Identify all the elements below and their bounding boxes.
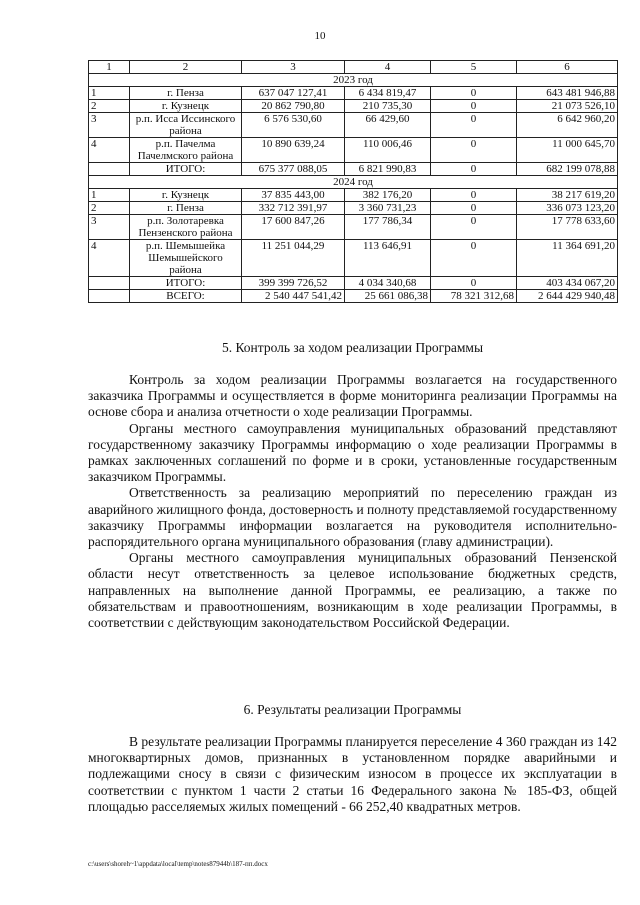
municipality: р.п. Исса Иссинского района [130, 113, 242, 138]
section-5-body [88, 372, 617, 631]
value-col5: 0 [431, 189, 517, 202]
section-results [88, 702, 617, 718]
paragraph: В результате реализации Программы планируется переселение 4 360 граждан из 142 многоквартирных домов, признанных в установленном порядке аварийными и подлежащими сносу в связи с физическим износом в процессе их эксплуатации в соответствии с пунктом 1 части 2 статьи 16 Федерального закона № 185-ФЗ, общей площадью расселяемых жилых помещений - 66 252,40 квадратных метров. [88, 734, 617, 814]
municipality: г. Пенза [130, 87, 242, 100]
value-col6: 643 481 946,88 [517, 87, 618, 100]
table-row [89, 138, 618, 163]
value-col6: 11 000 645,70 [517, 138, 618, 163]
municipality: р.п. Пачелма Пачелмского района [130, 138, 242, 163]
value-col5: 0 [431, 202, 517, 215]
municipality: р.п. Золотаревка Пензенского района [130, 215, 242, 240]
value-col4: 3 360 731,23 [345, 202, 431, 215]
total-col5: 0 [431, 163, 517, 176]
value-col5: 0 [431, 240, 517, 277]
table-row [89, 189, 618, 202]
year-label: 2023 год [89, 74, 618, 87]
total-row [89, 277, 618, 290]
value-col6: 38 217 619,20 [517, 189, 618, 202]
value-col4: 210 735,30 [345, 100, 431, 113]
total-col5: 0 [431, 277, 517, 290]
header-cell: 5 [431, 61, 517, 74]
value-col3: 332 712 391,97 [242, 202, 345, 215]
municipality: г. Кузнецк [130, 189, 242, 202]
paragraph: Контроль за ходом реализации Программы возлагается на государственного заказчика Программы и осуществляется в форме мониторинга реализации Программы на основе сбора и анализа отчетности о ходе реализации Программы. [88, 372, 617, 420]
header-cell: 2 [130, 61, 242, 74]
empty-cell [89, 290, 130, 303]
total-row [89, 163, 618, 176]
value-col4: 110 006,46 [345, 138, 431, 163]
total-col6: 682 199 078,88 [517, 163, 618, 176]
value-col3: 17 600 847,26 [242, 215, 345, 240]
total-label: ИТОГО: [130, 163, 242, 176]
section-control [88, 340, 617, 356]
row-number: 3 [89, 215, 130, 240]
header-cell: 1 [89, 61, 130, 74]
value-col5: 0 [431, 215, 517, 240]
empty-cell [89, 277, 130, 290]
header-cell: 3 [242, 61, 345, 74]
year-row [89, 176, 618, 189]
page-number: 10 [314, 30, 326, 42]
value-col3: 10 890 639,24 [242, 138, 345, 163]
total-col6: 403 434 067,20 [517, 277, 618, 290]
municipality: г. Пенза [130, 202, 242, 215]
row-number: 3 [89, 113, 130, 138]
row-number: 4 [89, 138, 130, 163]
value-col3: 6 576 530,60 [242, 113, 345, 138]
grand-total-col3: 2 540 447 541,42 [242, 290, 345, 303]
total-col4: 4 034 340,68 [345, 277, 431, 290]
table-header-row [89, 61, 618, 74]
table-row [89, 215, 618, 240]
value-col3: 637 047 127,41 [242, 87, 345, 100]
header-cell: 4 [345, 61, 431, 74]
year-label: 2024 год [89, 176, 618, 189]
total-col3: 399 399 726,52 [242, 277, 345, 290]
value-col4: 113 646,91 [345, 240, 431, 277]
total-label: ИТОГО: [130, 277, 242, 290]
header-cell: 6 [517, 61, 618, 74]
row-number: 2 [89, 100, 130, 113]
value-col4: 382 176,20 [345, 189, 431, 202]
table-row [89, 113, 618, 138]
value-col6: 6 642 960,20 [517, 113, 618, 138]
grand-total-col4: 25 661 086,38 [345, 290, 431, 303]
value-col6: 21 073 526,10 [517, 100, 618, 113]
municipality: г. Кузнецк [130, 100, 242, 113]
footer-file-path: c:\users\shoreh~1\appdata\local\temp\notes87944b\187-пп.docx [88, 860, 268, 868]
paragraph: Ответственность за реализацию мероприятий по переселению граждан из аварийного жилищного фонда, достоверность и полноту представляемой государственному заказчику Программы информации возлагается на руководителя исполнительно-распорядительного органа муниципального образования (главу администрации). [88, 485, 617, 550]
value-col6: 17 778 633,60 [517, 215, 618, 240]
budget-table [88, 60, 618, 303]
row-number: 4 [89, 240, 130, 277]
value-col3: 20 862 790,80 [242, 100, 345, 113]
value-col5: 0 [431, 87, 517, 100]
total-col3: 675 377 088,05 [242, 163, 345, 176]
section-6-body [88, 734, 617, 815]
row-number: 2 [89, 202, 130, 215]
row-number: 1 [89, 189, 130, 202]
value-col4: 6 434 819,47 [345, 87, 431, 100]
empty-cell [89, 163, 130, 176]
grand-total-col5: 78 321 312,68 [431, 290, 517, 303]
value-col5: 0 [431, 113, 517, 138]
paragraph: Органы местного самоуправления муниципальных образований представляют государственному заказчику Программы информацию о ходе реализации Программы в рамках заключенных соглашений по форме и в сроки, установленные государственным заказчиком Программы. [88, 420, 617, 485]
paragraph: Органы местного самоуправления муниципальных образований Пензенской области несут ответственность за целевое использование бюджетных средств, направленных на выполнение данной Программы, ее реализацию, а также по обязательствам и правоотношениям, возникающим в ходе реализации Программы, в соответствии с действующим законодательством Российской Федерации. [88, 550, 617, 631]
municipality: р.п. Шемышейка Шемышейского района [130, 240, 242, 277]
grand-total-row [89, 290, 618, 303]
table-row [89, 100, 618, 113]
value-col6: 11 364 691,20 [517, 240, 618, 277]
section-6-title: 6. Результаты реализации Программы [243, 702, 462, 717]
value-col3: 11 251 044,29 [242, 240, 345, 277]
total-col4: 6 821 990,83 [345, 163, 431, 176]
table-row [89, 240, 618, 277]
section-5-title: 5. Контроль за ходом реализации Программы [221, 340, 484, 355]
year-row [89, 74, 618, 87]
row-number: 1 [89, 87, 130, 100]
value-col4: 66 429,60 [345, 113, 431, 138]
value-col5: 0 [431, 100, 517, 113]
table-row [89, 202, 618, 215]
value-col6: 336 073 123,20 [517, 202, 618, 215]
grand-total-col6: 2 644 429 940,48 [517, 290, 618, 303]
value-col3: 37 835 443,00 [242, 189, 345, 202]
grand-total-label: ВСЕГО: [130, 290, 242, 303]
table-row [89, 87, 618, 100]
value-col4: 177 786,34 [345, 215, 431, 240]
value-col5: 0 [431, 138, 517, 163]
